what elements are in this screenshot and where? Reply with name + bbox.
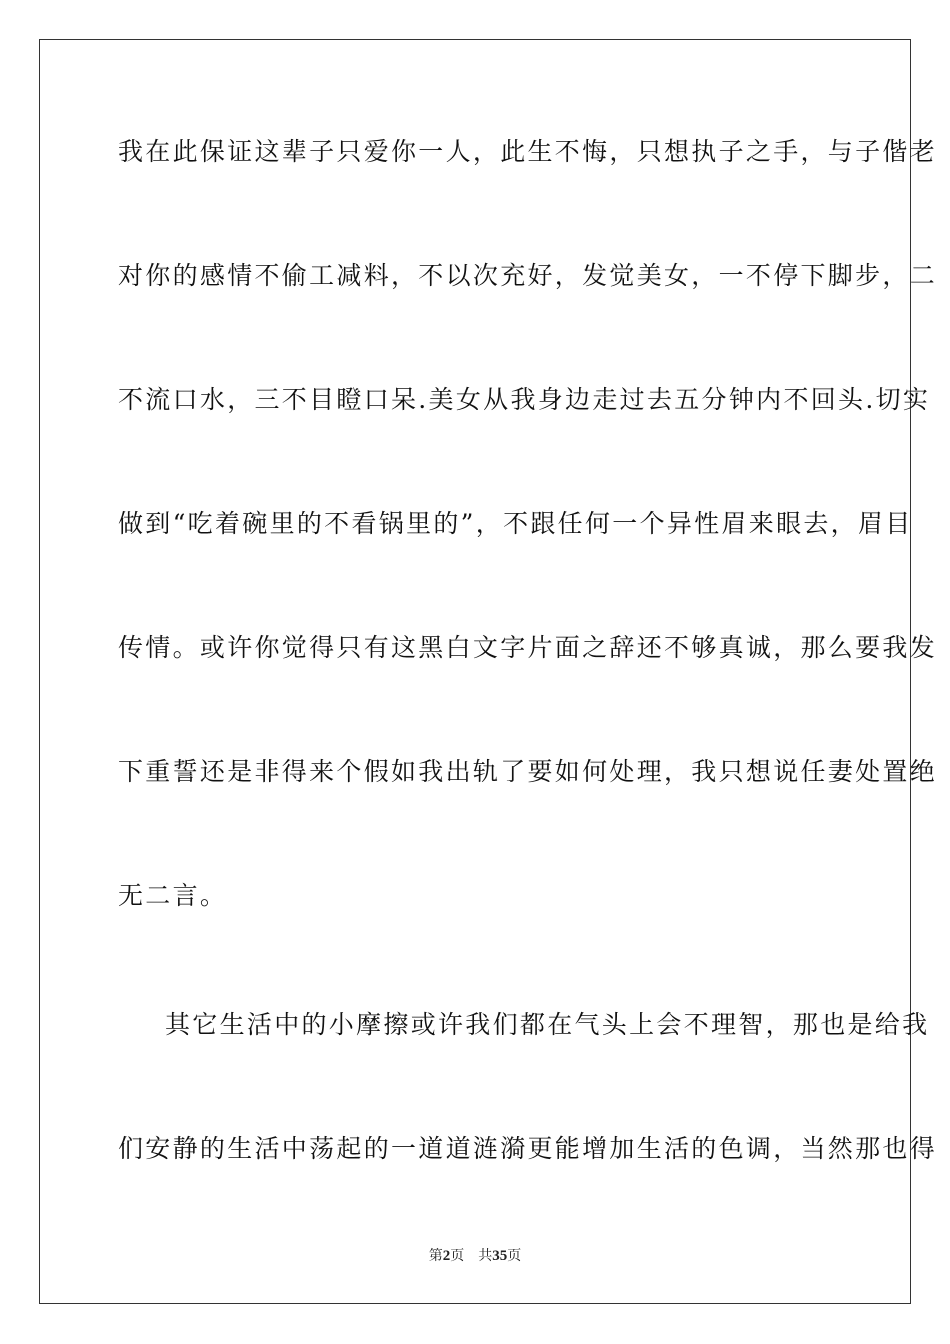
current-page-number: 2 [442, 1248, 451, 1264]
total-label-suffix: 页 [507, 1248, 522, 1264]
page-footer [0, 1247, 950, 1265]
total-pages-number: 35 [492, 1248, 508, 1264]
body-text-line: 不流口水，三不目瞪口呆.美女从我身边走过去五分钟内不回头.切实 [118, 385, 931, 414]
body-text-line: 对你的感情不偷工减料，不以次充好，发觉美女，一不停下脚步，二 [118, 261, 938, 290]
body-text-line: 传情。或许你觉得只有这黑白文字片面之辞还不够真诚，那么要我发 [118, 633, 938, 662]
page-border [39, 39, 938, 1304]
body-text-line: 无二言。 [118, 881, 228, 910]
body-text-line: 下重誓还是非得来个假如我出轨了要如何处理，我只想说任妻处置绝 [118, 757, 938, 786]
page-label-suffix: 页 [450, 1248, 465, 1264]
body-text-line: 做到“吃着碗里的不看锅里的”，不跟任何一个异性眉来眼去，眉目 [118, 509, 913, 538]
paragraph-first-line: 其它生活中的小摩擦或许我们都在气头上会不理智，那也是给我 [165, 1010, 930, 1039]
page-label-prefix: 第 [428, 1248, 443, 1264]
body-text-line: 我在此保证这辈子只爱你一人，此生不悔，只想执子之手，与子偕老 [118, 137, 938, 166]
total-label-prefix: 共 [478, 1248, 493, 1264]
body-text-line: 们安静的生活中荡起的一道道涟漪更能增加生活的色调，当然那也得 [118, 1134, 938, 1163]
